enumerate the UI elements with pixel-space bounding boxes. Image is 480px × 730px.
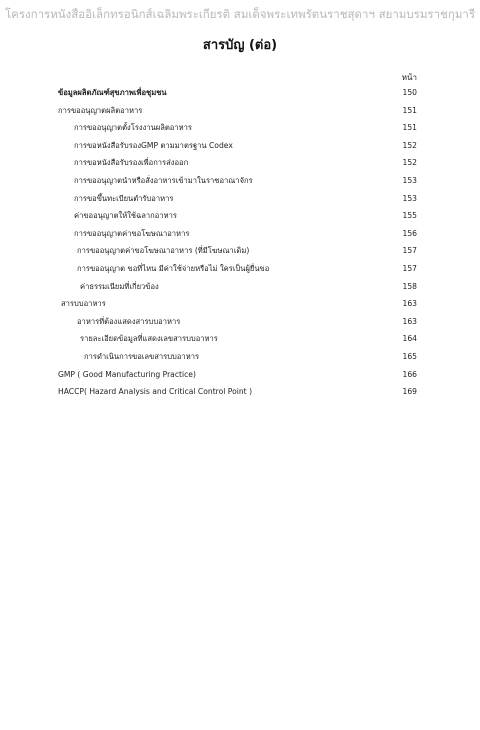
toc-entry-page-number: 157 <box>402 263 417 273</box>
toc-entry-title: ค่าธรรมเนียมที่เกี่ยวข้อง <box>80 281 159 291</box>
toc-entry-page-number: 153 <box>402 175 417 185</box>
toc-entry-page-number: 163 <box>402 316 417 326</box>
toc-entry[interactable] <box>0 348 480 366</box>
toc-entry[interactable] <box>0 137 480 155</box>
toc-entry-title: สารบบอาหาร <box>61 299 106 309</box>
toc-entry-page-number: 166 <box>402 369 417 379</box>
toc-entry-title: การขออนุญาตตั้งโรงงานผลิตอาหาร <box>74 123 192 133</box>
toc-entry-page-number: 156 <box>402 228 417 238</box>
toc-entry-title: GMP ( Good Manufacturing Practice) <box>58 369 196 379</box>
toc-entry[interactable] <box>0 260 480 278</box>
table-of-contents <box>0 84 480 401</box>
toc-entry-page-number: 150 <box>402 88 417 97</box>
toc-entry[interactable] <box>0 154 480 172</box>
toc-entry[interactable] <box>0 172 480 190</box>
toc-entry[interactable] <box>0 190 480 208</box>
toc-entry-page-number: 158 <box>402 281 417 291</box>
toc-entry-page-number: 157 <box>402 246 417 256</box>
document-header-banner: โครงการหนังสืออิเล็กทรอนิกส์เฉลิมพระเกียรติ สมเด็จพระเทพรัตนราชสุดาฯ สยามบรมราชกุมารี <box>4 7 476 21</box>
page-number-column-header: หน้า <box>401 73 417 82</box>
toc-entry[interactable] <box>0 84 480 102</box>
toc-entry-page-number: 152 <box>402 158 417 168</box>
toc-entry-page-number: 164 <box>402 334 417 344</box>
toc-entry[interactable] <box>0 278 480 296</box>
toc-entry[interactable] <box>0 295 480 313</box>
toc-entry-title: รายละเอียดข้อมูลที่แสดงเลขสารบบอาหาร <box>80 334 218 344</box>
toc-entry[interactable] <box>0 119 480 137</box>
toc-entry[interactable] <box>0 102 480 120</box>
toc-entry-title: ค่าขออนุญาตให้ใช้ฉลากอาหาร <box>74 211 177 221</box>
toc-entry-title: การขออนุญาตนำหรือสั่งอาหารเข้ามาในราชอาณาจักร <box>74 175 253 185</box>
toc-entry[interactable] <box>0 330 480 348</box>
toc-entry-page-number: 169 <box>402 387 417 397</box>
toc-entry-title: การขอหนังสือรับรองเพื่อการส่งออก <box>74 158 189 168</box>
toc-entry-title: การขออนุญาตค่าขอโฆษณาอาหาร <box>74 228 190 238</box>
toc-entry[interactable] <box>0 313 480 331</box>
page-title: สารบัญ (ต่อ) <box>202 38 278 53</box>
toc-entry[interactable] <box>0 383 480 401</box>
toc-entry[interactable] <box>0 366 480 384</box>
toc-entry-page-number: 163 <box>402 299 417 309</box>
toc-entry-title: การขอหนังสือรับรองGMP ตามมาตรฐาน Codex <box>74 140 233 150</box>
toc-entry-title: HACCP( Hazard Analysis and Critical Control Point ) <box>58 387 253 397</box>
toc-entry-page-number: 151 <box>402 105 417 115</box>
toc-entry-title: การขอขึ้นทะเบียนตำรับอาหาร <box>74 193 174 203</box>
toc-entry-title: ข้อมูลผลิตภัณฑ์สุขภาพเพื่อชุมชน <box>58 88 167 97</box>
toc-entry[interactable] <box>0 207 480 225</box>
toc-entry-title: อาหารที่ต้องแสดงสารบบอาหาร <box>77 316 181 326</box>
toc-entry-page-number: 155 <box>402 211 417 221</box>
toc-entry-title: การดำเนินการขอเลขสารบบอาหาร <box>84 351 200 361</box>
toc-entry-page-number: 152 <box>402 140 417 150</box>
toc-entry[interactable] <box>0 225 480 243</box>
toc-entry-page-number: 165 <box>402 351 417 361</box>
toc-entry-title: การขออนุญาตค่าขอโฆษณาอาหาร (ที่มีโฆษณาเดิม) <box>77 246 250 256</box>
toc-entry[interactable] <box>0 242 480 260</box>
toc-entry-page-number: 153 <box>402 193 417 203</box>
toc-entry-title: การขออนุญาต ขอที่ไหน มีค่าใช้จ่ายหรือไม่ ใครเป็นผู้ยื่นขอ <box>77 263 270 273</box>
toc-entry-title: การขออนุญาตผลิตอาหาร <box>58 105 143 115</box>
toc-entry-page-number: 151 <box>402 123 417 133</box>
